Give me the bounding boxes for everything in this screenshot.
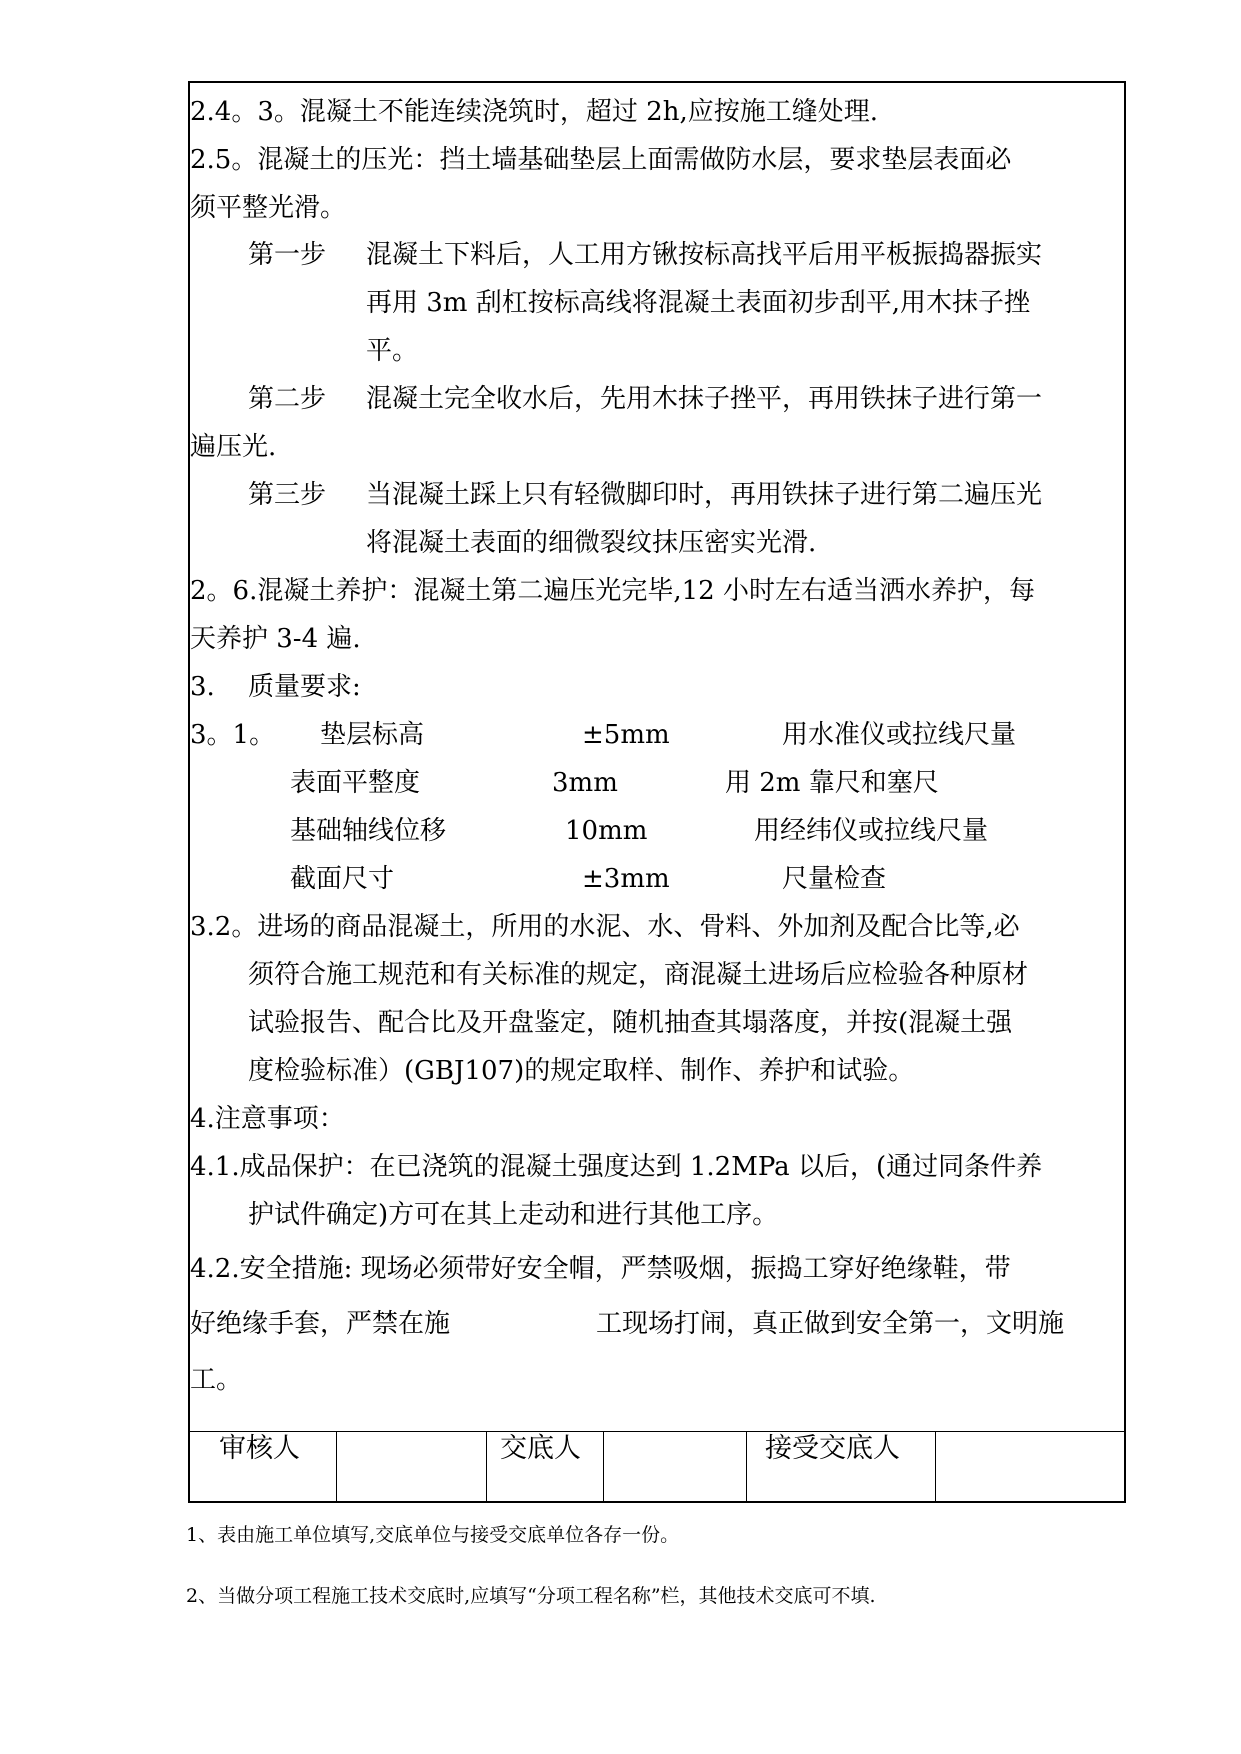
step-label: 第三步 bbox=[248, 480, 327, 510]
body-line: 平。 bbox=[366, 336, 419, 366]
body-line: 好绝缘手套，严禁在施 bbox=[190, 1309, 451, 1339]
section-heading: 4.注意事项： bbox=[190, 1104, 345, 1134]
body-line: 护试件确定)方可在其上走动和进行其他工序。 bbox=[248, 1200, 779, 1230]
body-line: 天养护 3-4 遍. bbox=[190, 624, 361, 654]
quality-tolerance: 10mm bbox=[565, 816, 648, 846]
quality-tolerance: ±5mm bbox=[582, 720, 670, 750]
quality-item: 基础轴线位移 bbox=[290, 816, 447, 846]
step-label: 第二步 bbox=[248, 384, 327, 414]
body-line: 混凝土完全收水后，先用木抹子挫平，再用铁抹子进行第一 bbox=[366, 384, 1043, 414]
body-line: 须符合施工规范和有关标准的规定，商混凝土进场后应检验各种原材 bbox=[248, 960, 1029, 990]
reviewer-label: 审核人 bbox=[219, 1433, 300, 1464]
body-line: 须平整光滑。 bbox=[190, 193, 347, 223]
footnote: 2、当做分项工程施工技术交底时,应填写“分项工程名称”栏，其他技术交底可不填. bbox=[186, 1585, 876, 1607]
body-line: 工现场打闹，真正做到安全第一，文明施 bbox=[596, 1309, 1065, 1339]
quality-item: 截面尺寸 bbox=[290, 864, 395, 894]
presenter-label: 交底人 bbox=[500, 1433, 581, 1464]
body-line: 4.1.成品保护：在已浇筑的混凝土强度达到 1.2MPa 以后，(通过同条件养 bbox=[190, 1152, 1043, 1182]
body-line: 试验报告、配合比及开盘鉴定，随机抽查其塌落度，并按(混凝土强 bbox=[248, 1008, 1013, 1038]
section-number: 3. bbox=[190, 672, 215, 702]
body-line: 遍压光. bbox=[190, 432, 277, 462]
body-line: 2.4。3。混凝土不能连续浇筑时，超过 2h,应按施工缝处理. bbox=[190, 97, 878, 127]
quality-tolerance: ±3mm bbox=[582, 864, 670, 894]
body-line: 2。6.混凝土养护：混凝土第二遍压光完毕,12 小时左右适当洒水养护，每 bbox=[190, 576, 1035, 606]
quality-method: 尺量检查 bbox=[782, 864, 887, 894]
table-divider bbox=[603, 1431, 604, 1501]
table-divider bbox=[336, 1431, 337, 1501]
body-line: 当混凝土踩上只有轻微脚印时，再用铁抹子进行第二遍压光 bbox=[366, 480, 1043, 510]
body-line: 度检验标准）(GBJ107)的规定取样、制作、养护和试验。 bbox=[248, 1056, 915, 1086]
body-line: 2.5。混凝土的压光：挡土墙基础垫层上面需做防水层，要求垫层表面必 bbox=[190, 145, 1012, 175]
table-divider bbox=[746, 1431, 747, 1501]
step-label: 第一步 bbox=[248, 240, 327, 270]
table-divider bbox=[935, 1431, 936, 1501]
receiver-label: 接受交底人 bbox=[765, 1433, 900, 1464]
body-line: 工。 bbox=[190, 1365, 243, 1395]
section-heading: 质量要求: bbox=[248, 672, 361, 702]
quality-number: 3。1。 bbox=[190, 720, 276, 750]
quality-method: 用经纬仪或拉线尺量 bbox=[754, 816, 989, 846]
quality-item: 表面平整度 bbox=[290, 768, 421, 798]
footnote: 1、表由施工单位填写,交底单位与接受交底单位各存一份。 bbox=[186, 1524, 680, 1546]
quality-tolerance: 3mm bbox=[552, 768, 618, 798]
body-line: 3.2。进场的商品混凝土，所用的水泥、水、骨料、外加剂及配合比等,必 bbox=[190, 912, 1020, 942]
body-line: 混凝土下料后，人工用方锹按标高找平后用平板振捣器振实 bbox=[366, 240, 1043, 270]
quality-item: 垫层标高 bbox=[320, 720, 425, 750]
body-line: 再用 3m 刮杠按标高线将混凝土表面初步刮平,用木抹子挫 bbox=[366, 288, 1030, 318]
quality-method: 用水准仪或拉线尺量 bbox=[782, 720, 1017, 750]
body-line: 4.2.安全措施: 现场必须带好安全帽，严禁吸烟，振捣工穿好绝缘鞋，带 bbox=[190, 1254, 1011, 1284]
body-line: 将混凝土表面的细微裂纹抹压密实光滑. bbox=[366, 528, 817, 558]
quality-method: 用 2m 靠尺和塞尺 bbox=[725, 768, 939, 798]
table-divider bbox=[190, 1431, 1124, 1432]
table-divider bbox=[486, 1431, 487, 1501]
